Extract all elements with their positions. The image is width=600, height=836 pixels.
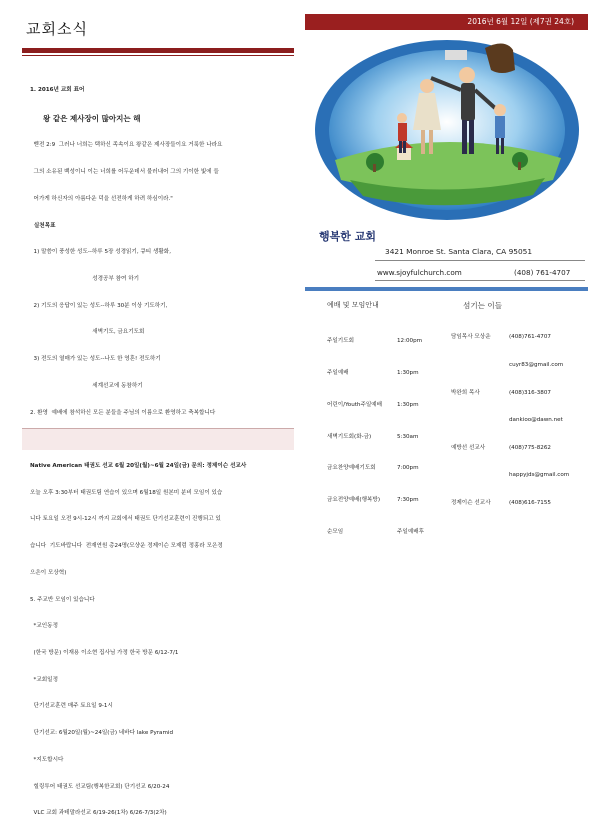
news-line: 성경공부 참여 하기 — [30, 275, 140, 282]
news-line: 단기선교훈련 매주 토요일 9-1시 — [30, 703, 113, 710]
schedule-row: 금요전양예배(행복방) 7:30pm — [327, 497, 419, 504]
news-line: 세계선교에 동참하기 — [30, 382, 143, 389]
schedule-list — [327, 315, 424, 559]
church-name: 행복한 교회 — [319, 230, 376, 243]
news-body — [30, 68, 292, 836]
schedule-row: 새벽기도회(화-금) 5:30am — [327, 433, 419, 440]
cover-page — [305, 14, 588, 535]
news-line: *교인동정 — [30, 623, 58, 630]
staff-list — [451, 315, 569, 527]
church-phone: (408) 761-4707 — [514, 268, 571, 277]
family-globe-illustration — [305, 30, 588, 226]
staff-row: cuyr83@gmail.com — [509, 362, 564, 369]
blue-divider — [305, 287, 588, 291]
news-line: 니다 토요일 오전 9시-12시 까지 교회에서 태권도 단기선교훈련이 진행되고 있 — [30, 516, 221, 523]
news-line: 1) 말씀이 풍성한 성도--하루 5장 성경읽기, 큐티 생활화, — [30, 249, 171, 256]
staff-title: 섬기는 이들 — [463, 301, 503, 310]
news-line: 벧전 2:9 그러나 너희는 택하신 족속이요 왕같은 제사장들이요 거룩한 나라요 — [30, 142, 223, 149]
news-line: 습니다 기도바랍니다 전재연원 총24명(모샹운 정제이슨 모제럼 정홍라 모은정 — [30, 543, 223, 550]
church-contact — [377, 268, 570, 277]
news-line: 1. 2016년 교회 표어 — [30, 86, 85, 93]
schedule-title: 예배 및 모임안내 — [327, 301, 379, 309]
contact-rule — [375, 280, 585, 281]
schedule-row: 순모임 주일예배후 — [327, 528, 425, 535]
church-address: 3421 Monroe St. Santa Clara, CA 95051 — [385, 247, 533, 256]
news-line: *지도합시다 — [30, 756, 64, 763]
title-rule-thin — [22, 55, 294, 56]
news-line: (한국 방문) 이재용 이소현 집사님 가정 한국 방문 6/12-7/1 — [30, 650, 179, 656]
schedule-row: 어린이/Youth주일예배 1:30pm — [327, 401, 419, 408]
news-line: 5. 주교반 모임이 있습니다 — [30, 596, 95, 603]
news-line: 으은이 모상혁) — [30, 569, 67, 576]
title-rule — [22, 48, 294, 53]
news-page — [22, 14, 294, 817]
staff-row: 예방선 선교사 (408)775-8262 — [451, 444, 551, 451]
news-line: 2) 기도의 응답이 있는 성도--하루 30분 이상 기도하기, — [30, 302, 168, 309]
staff-row: dankioo@dawn.net — [509, 417, 563, 424]
news-line: 실천목표 — [30, 222, 56, 229]
news-line: 그의 소유된 백성이니 이는 너희를 어두운데서 불러내어 그의 기이한 빛에 들 — [30, 169, 219, 176]
schedule-row: 주일예배 1:30pm — [327, 369, 419, 376]
news-line: 2. 환영 예배에 참석하신 모든 분들을 주님의 이름으로 환영하고 축복합니다 — [30, 409, 216, 416]
news-line: 단기선교: 6월20일(월)~24일(금) 네바다 lake Pyramid — [30, 730, 174, 737]
news-line: 왕 같은 제사장이 많아지는 해 — [30, 113, 141, 123]
news-line: *교회일정 — [30, 676, 58, 683]
news-line: 어가게 하신자의 아름다운 덕을 선전하게 하려 하심이라." — [30, 195, 173, 202]
news-line: 새벽기도, 금요기도회 — [30, 329, 145, 336]
news-line: VLC 교회 과테말라선교 6/19-26(1차) 6/26-7/3(2차) — [30, 810, 167, 817]
news-line: 오늘 오후 3:30부터 태권도팀 연습이 있으며 6월18일 원본미 분비 모임이 있습 — [30, 489, 223, 496]
church-website: www.sjoyfulchurch.com — [377, 268, 462, 277]
schedule-row: 주일기도회 12:00pm — [327, 338, 423, 345]
news-line: 3) 전도의 열매가 있는 성도--나도 한 영혼! 전도하기 — [30, 356, 161, 363]
staff-row: happyjds@gmail.com — [509, 472, 570, 479]
address-rule — [375, 260, 585, 261]
footer-box — [22, 428, 294, 450]
staff-row: 담임목사 모상운 (408)761-4707 — [451, 334, 551, 341]
schedule-row: 금요찬양예배기도회 7:00pm — [327, 465, 419, 472]
section-title: 교회소식 — [26, 20, 88, 38]
news-line: 힐링투어 태권도 선교팀(행복한교회) 단기선교 6/20-24 — [30, 783, 170, 790]
news-line: Native American 태권도 선교 6월 20일(월)~6월 24일(금) 문의: 정제이슨 선교사 — [30, 462, 247, 469]
staff-row: 박완희 목사 (408)316-3807 — [451, 389, 551, 396]
date-banner: 2016년 6월 12일 (제7권 24호) — [305, 14, 588, 30]
staff-row: 정제이슨 선교사 (408)616-7155 — [451, 500, 551, 507]
